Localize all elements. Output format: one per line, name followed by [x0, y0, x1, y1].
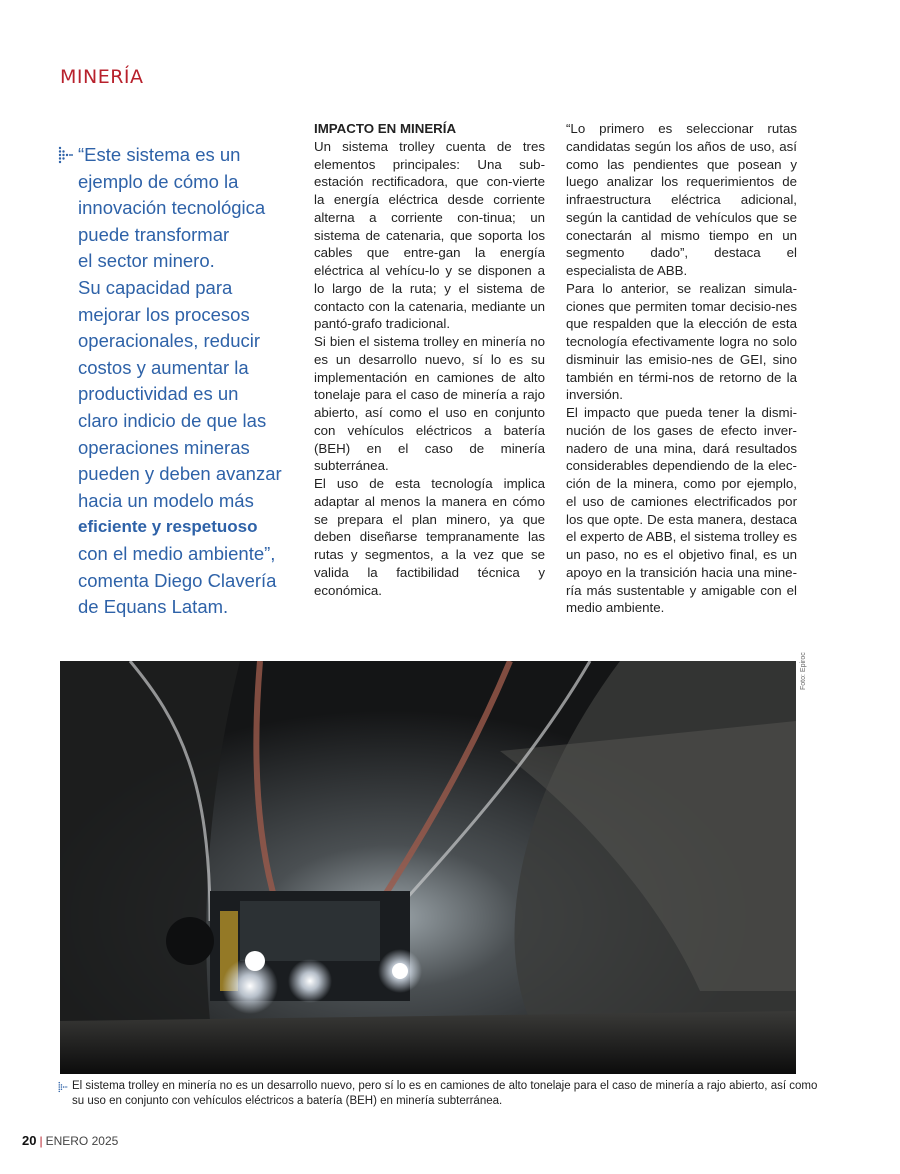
article-column-2 [566, 120, 797, 617]
pull-quote-line: pueden y deben avanzar [78, 463, 282, 485]
issue-date: ENERO 2025 [45, 1134, 119, 1148]
photo-credit: Foto: Epiroc [800, 652, 807, 690]
article-paragraph: Para lo anterior, se realizan simula-ciones que permiten tomar decisio-nes que respalden que la elección de esta tecnología efectivamente logra no solo disminuir las emisio-nes de GEI, sino también en térmi-nos de retorno de la inversión. [566, 280, 797, 403]
pull-quote-text [78, 142, 298, 621]
article-paragraph: “Lo primero es seleccionar rutas candidatas según los años de uso, así como las pendientes que posean y luego analizar los requerimientos de infraestructura eléctrica adicional, según la cantidad de vehículos que se conectarán al mismo tiempo en un segmento dado”, destaca el especialista de ABB. [566, 121, 797, 278]
pull-quote-line: claro indicio de que las [78, 409, 267, 431]
article-paragraph: Un sistema trolley cuenta de tres elementos principales: Una sub-estación rectificadora, que con-vierte la energía eléctrica desde corriente alterna a corriente con-tinua; un sistema de catenaria, que soporta los cables que entre-gan la energía eléctrica al vehícu-lo y se disponen a lo largo de la ruta; y el sistema de contacto con la catenaria, mediante un pantó-grafo tradicional. [314, 138, 545, 332]
pull-quote-line: costos y aumentar la [78, 356, 249, 378]
pull-quote-line: productividad es un [78, 383, 239, 405]
mine-tunnel-photo [60, 661, 796, 1074]
section-title: MINERÍA [60, 66, 144, 88]
pull-quote-line: operaciones mineras [78, 436, 250, 458]
pull-quote-line: operacionales, reducir [78, 330, 261, 352]
article-column-1 [314, 120, 545, 599]
pull-quote-line: “Este sistema es un [78, 144, 241, 165]
page-footer [22, 1133, 118, 1148]
dotted-arrow-bullet-icon [58, 1081, 68, 1093]
footer-separator: | [39, 1134, 43, 1148]
dotted-arrow-bullet-icon [58, 146, 74, 164]
caption-text: El sistema trolley en minería no es un desarrollo nuevo, pero sí lo es en camiones de alto tonelaje para el caso de minería a rajo abierto, así como su uso en conjunto con vehículos eléctricos a batería (BEH) en minería subterránea. [72, 1080, 818, 1107]
pull-quote-line: hacia un modelo más [78, 489, 254, 511]
pull-quote-line: innovación tecnológica [78, 197, 266, 219]
page-number: 20 [22, 1133, 37, 1148]
pull-quote-line: mejorar los procesos [78, 303, 250, 325]
photo-caption [58, 1079, 818, 1109]
pull-quote-line: el sector minero. [78, 250, 215, 272]
pull-quote-line: con el medio ambiente”, [78, 542, 276, 564]
pull-quote-line: puede transformar [78, 223, 230, 245]
pull-quote-line: comenta Diego Clavería [78, 569, 277, 591]
pull-quote [58, 142, 298, 621]
pull-quote-line: de Equans Latam. [78, 596, 229, 618]
article-paragraph: El uso de esta tecnología implica adaptar al menos la manera en cómo se prepara el plan minero, ya que deben diseñarse tempranamente las rutas y segmentos, a la vez que se valida la factibilidad técnica y económica. [314, 476, 545, 598]
photo-illustration [60, 661, 796, 1074]
pull-quote-line-emphasis: eficiente y respetuoso [78, 517, 258, 537]
pull-quote-line: Su capacidad para [78, 276, 233, 298]
article-subheading: IMPACTO EN MINERÍA [314, 121, 457, 136]
pull-quote-line: ejemplo de cómo la [78, 170, 239, 192]
article-paragraph: El impacto que pueda tener la dismi-nución de los gases de efecto inver-nadero de una mina, dará resultados considerables dependiendo de la elec-ción de la minera, como por ejemplo, el uso de camiones electrificados por los que opte. De esta manera, destaca el experto de ABB, el sistema trolley es un paso, no es el objetivo final, es un apoyo en la transición hacia una mine-ría más sustentable y amigable con el medio ambiente. [566, 405, 797, 616]
article-paragraph: Si bien el sistema trolley en minería no es un desarrollo nuevo, sí lo es su implementación en camiones de alto tonelaje para el caso de minería a rajo abierto, así como el uso en conjunto con vehículos eléctricos a batería (BEH) en el caso de minería subterránea. [314, 334, 545, 474]
